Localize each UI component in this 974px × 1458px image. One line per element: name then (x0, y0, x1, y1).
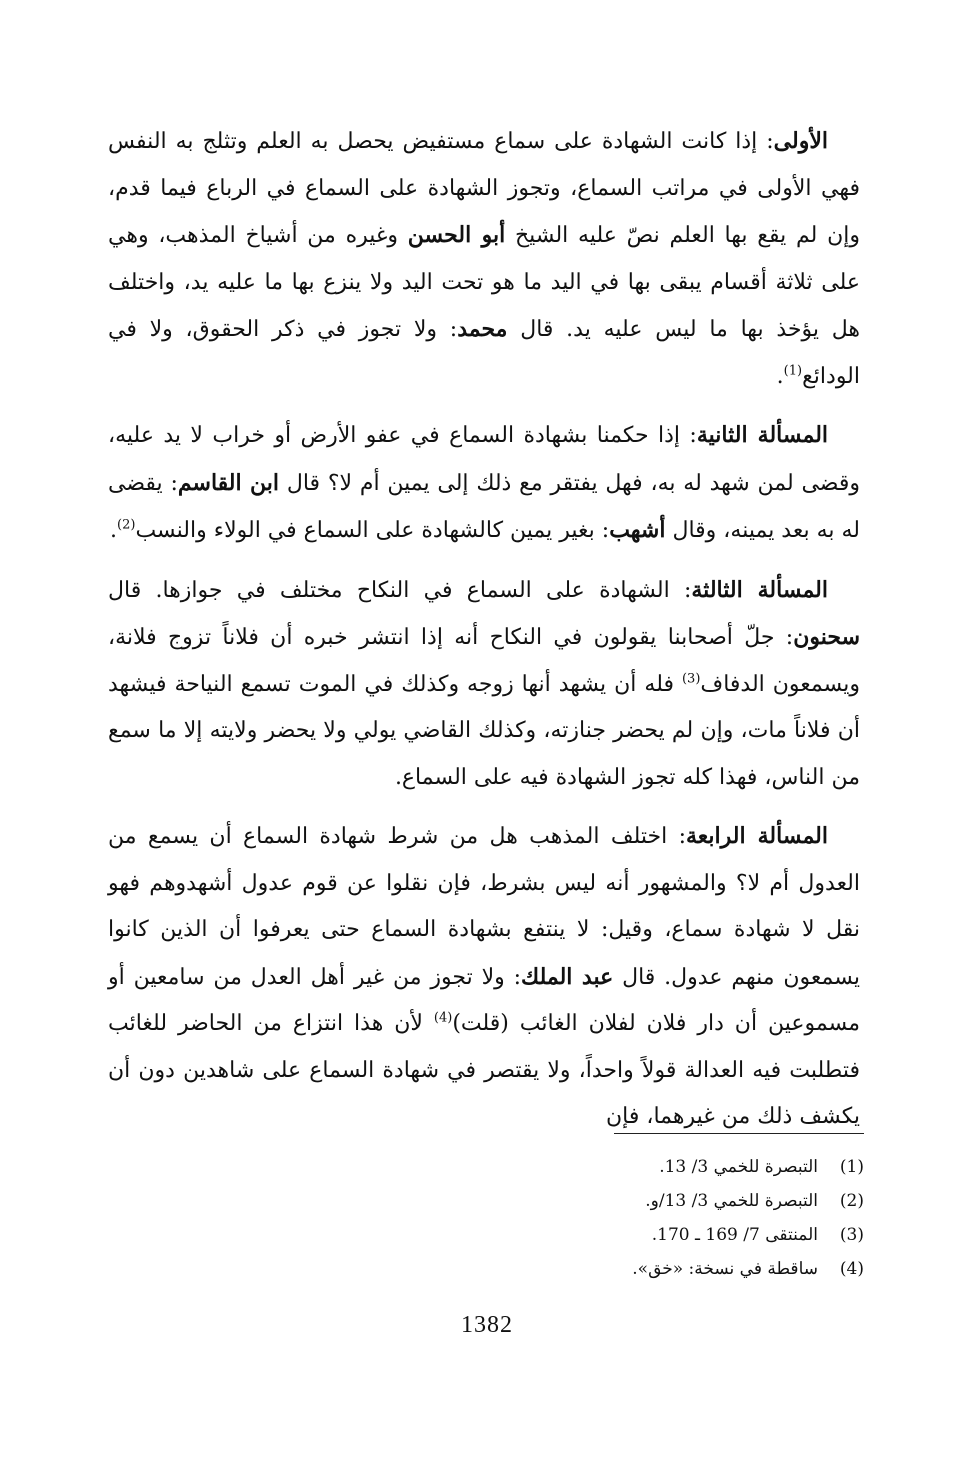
footnote-number: (1) (839, 1157, 864, 1177)
bold-term: ابن القاسم (177, 469, 280, 496)
text-run: : إذا حكمنا بشهادة السماع في عفو الأرض أو خراب لا يد عليه، وقضى لمن شهد له به، فهل يفتقر مع ذلك إلى يمين أم لا؟ قال (108, 423, 860, 496)
footnote-number: (4) (839, 1259, 864, 1279)
footnote-text: التبصرة للخمي 3/ 13/و. (645, 1191, 818, 1211)
bold-term: محمد (457, 316, 508, 342)
bold-term: أشهب (609, 517, 666, 543)
footnote (444, 1252, 864, 1286)
bold-term: المسألة الثانية (696, 422, 829, 448)
footnote-text: المنتقى 7/ 169 ـ 170. (651, 1225, 818, 1245)
footnote (444, 1184, 864, 1218)
bold-term: عبد الملك (521, 963, 614, 990)
text-run: : جلّ أصحابنا يقولون في النكاح أنه إذا انتشر خبره أن فلاناً تزوج فلانة، ويسمعون الدفاف (108, 625, 860, 697)
bold-term: المسألة الثالثة (691, 576, 828, 603)
footnotes (444, 1150, 864, 1286)
footnote-separator (614, 1133, 864, 1134)
footnote-ref: (4) (433, 1010, 453, 1026)
text-run: لأن هذا انتزاع من الحاضر للغائب فتطلبت فيه العدالة قولاً واحداً، ولا يقتصر في شهادة السماع على شاهدين دون أن يكشف ذلك من غيرهما، فإن (108, 1011, 860, 1129)
footnote (444, 1218, 864, 1252)
text-run: : ولا تجوز في ذكر الحقوق، ولا في الودائع (108, 317, 860, 389)
page-number: 1382 (461, 1312, 513, 1338)
text-run: : يقضى له به بعد يمينه، وقال (108, 470, 860, 543)
paragraph (108, 567, 860, 802)
paragraph (108, 118, 860, 400)
bold-term: أبو الحسن (407, 222, 506, 248)
footnote-ref: (2) (117, 517, 136, 533)
bold-term: سحنون (793, 624, 860, 650)
footnote-number: (2) (839, 1191, 864, 1211)
text-run: : اختلف المذهب هل من شرط شهادة السماع أن يسمع من العدول أم لا؟ والمشهور أنه ليس بشرط، فإن نقلوا عن قوم عدول أشهدوهم فهو نقل لا شهادة سماع، وقيل: لا ينتفع بشهادة السماع حتى يعرفوا أن الذين كانوا يسمعون منهم عدول. قال (108, 824, 861, 990)
footnote-text: ساقطة في نسخة: «خق». (632, 1259, 818, 1279)
footnote (444, 1150, 864, 1184)
text-run: وغيره من أشياخ المذهب، وهي على ثلاثة أقسام يبقى بها في اليد ما هو تحت اليد ولا ينزع بها ما عليه يد، واختلف هل يؤخذ بها ما ليس عليه يد. قال (108, 223, 860, 342)
bold-term: الأولى (773, 128, 828, 154)
bold-term: المسألة الرابعة (686, 823, 828, 849)
text-run: : إذا كانت الشهادة على سماع مستفيض يحصل به العلم وتثلج به النفس فهي الأولى في مراتب السماع، وتجوز الشهادة على السماع في الرباع فيما قدم، وإن لم يقع بها العلم نصّ عليه الشيخ (108, 129, 860, 248)
text-run: : ولا تجوز من غير أهل العدل من سامعين أو مسموعين أن دار فلان لفلان الغائب (قلت) (108, 964, 861, 1036)
text-run: فله أن يشهد أنها زوجه وكذلك في الموت تسمع النياحة فيشهد أن فلاناً مات، وإن لم يحضر جنازته، وكذلك القاضي يولي ولا يحضر ولايته إلا ما سمع من الناس، فهذا كله تجوز الشهادة فيه على السماع. (108, 671, 860, 790)
text-run: . (110, 518, 117, 543)
text-run: . (776, 363, 784, 389)
main-text (108, 118, 860, 1153)
footnote-text: التبصرة للخمي 3/ 13. (659, 1157, 818, 1177)
paragraph (108, 412, 860, 555)
text-run: : الشهادة على السماع في النكاح مختلف في جوازها. قال (108, 577, 692, 603)
footnote-ref: (3) (681, 671, 701, 687)
paragraph (108, 813, 860, 1141)
footnote-number: (3) (839, 1225, 864, 1245)
text-run: : بغير يمين كالشهادة على السماع في الولاء والنسب (135, 518, 610, 543)
footnote-ref: (1) (783, 363, 803, 379)
